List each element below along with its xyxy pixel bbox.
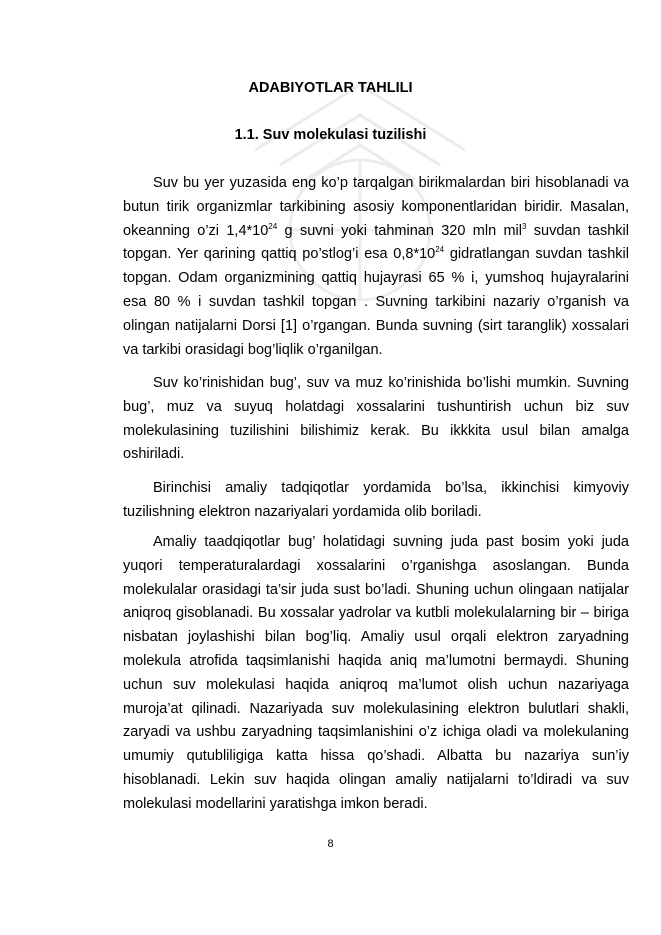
paragraph-3: Birinchisi amaliy tadqiqotlar yordamida bo’lsa, ikkinchisi kimyoviy tuzilishning elektron nazariyalari yordamida olib boriladi. bbox=[123, 480, 629, 520]
section-subtitle: 1.1. Suv molekulasi tuzilishi bbox=[234, 127, 427, 143]
page-number: 8 bbox=[327, 838, 334, 850]
paragraph-1: Suv bu yer yuzasida eng ko’p tarqalgan birikmalardan biri hisoblanadi va butun tirik organizmlar tarkibining asosiy komponentlaridan biridir. Masalan, okeanning o’zi $1,4*10^{24}$ g suvni yoki tahminan 320 mln mil$^3$ suvdan tashkil topgan. Yer qarining qattiq po’stlog’i esa $0,8*10^{24}$ gidratlangan suvdan tashkil topgan. Odam organizmining qattiq hujayrasi 65 % i, yumshoq hujayralarini esa 80 % i suvdan tashkil topgan . Suvning tarkibini nazariy o’rganish va olingan natijalarni Dorsi [1] o’rgangan. Bunda suvning (sirt taranglik) xossalari va tarkibi orasidagi bog’liqlik o’rganilgan. bbox=[123, 175, 629, 358]
page-title: ADABIYOTLAR TAHLILI bbox=[248, 80, 413, 96]
paragraph-4: Amaliy taadqiqotlar bug’ holatidagi suvning juda past bosim yoki juda yuqori temperaturalardagi xossalarini o’rganishga asoslangan. Bunda molekulalar orasidagi ta’sir juda sust bo’ladi. Shuning uchun olingaan natijalar aniqroq gisoblanadi. Bu xossalar yadrolar va kutbli molekulalarning bir – biriga nisbatan joylashishi bilan bog’liq. Amaliy usul orqali elektron zaryadning molekula atrofida taqsimlanishi haqida aniq ma’lumotni bermaydi. Shuning uchun suv molekulasi haqida aniqroq ma’lumot olish uchun nazariyaga muroja’at qilinadi. Nazariyada suv molekulasining elektron bulutlari shakli, zaryadi va ushbu zaryadning taqsimlanishini o’z ichiga oladi va molekulaning umumiy qutubliligiga katta hissa qo’shadi. Albatta bu nazariya sun’iy hisoblanadi. Lekin suv haqida olingan amaliy natijalarni to’ldiradi va suv molekulasi modellarini yaratishga imkon beradi. bbox=[123, 534, 629, 812]
paragraph-2: Suv ko’rinishidan bug’, suv va muz ko’rinishida bo’lishi mumkin. Suvning bug’, muz va suyuq holatdagi xossalarini tushuntirish uchun biz suv molekulasining tuzilishini bilishimiz kerak. Bu ikkkita usul bilan amalga oshiriladi. bbox=[123, 375, 629, 463]
